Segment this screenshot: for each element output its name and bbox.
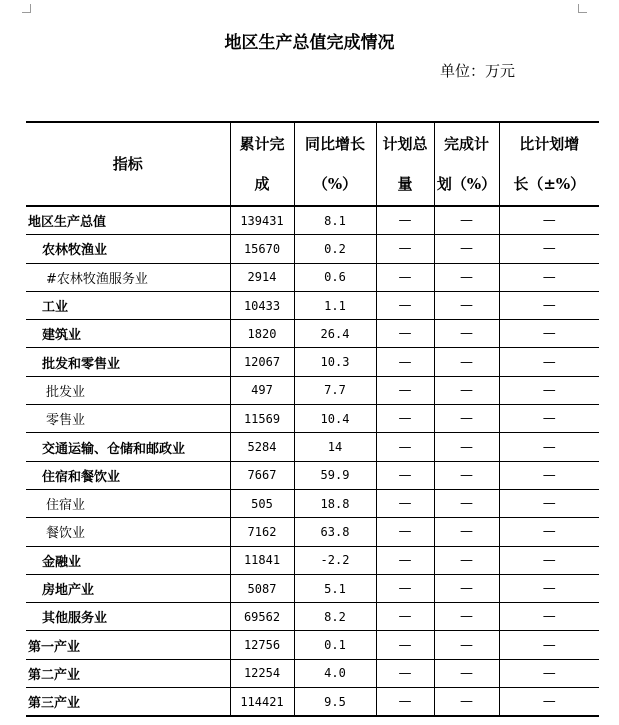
header-plan-completion: 完成计 划（%） (434, 122, 499, 206)
cell-vs-plan: — (499, 659, 599, 687)
table-row (26, 603, 599, 631)
cell-cumulative: 11841 (230, 546, 294, 574)
header-vs-plan: 比计划增 长（±%） (499, 122, 599, 206)
row-label: 交通运输、仓储和邮政业 (26, 433, 230, 461)
cell-cumulative: 11569 (230, 405, 294, 433)
page-corner-mark-left (22, 4, 31, 13)
header-plan-total: 计划总 量 (376, 122, 434, 206)
cell-plan-completion: — (434, 348, 499, 376)
table-row (26, 376, 599, 404)
table-row (26, 348, 599, 376)
cell-yoy: 63.8 (294, 518, 376, 546)
cell-plan-total: — (376, 376, 434, 404)
cell-vs-plan: — (499, 433, 599, 461)
table-row (26, 291, 599, 319)
row-label: 第二产业 (26, 659, 230, 687)
cell-vs-plan: — (499, 263, 599, 291)
cell-plan-total: — (376, 631, 434, 659)
cell-plan-total: — (376, 574, 434, 602)
header-indicator: 指标 (26, 122, 230, 206)
cell-cumulative: 139431 (230, 206, 294, 235)
cell-plan-completion: — (434, 433, 499, 461)
cell-vs-plan: — (499, 603, 599, 631)
cell-vs-plan: — (499, 461, 599, 489)
cell-vs-plan: — (499, 574, 599, 602)
cell-vs-plan: — (499, 348, 599, 376)
cell-vs-plan: — (499, 489, 599, 517)
header-yoy: 同比增长 （%） (294, 122, 376, 206)
cell-yoy: 14 (294, 433, 376, 461)
cell-plan-completion: — (434, 518, 499, 546)
table-row (26, 206, 599, 235)
row-label: 建筑业 (26, 320, 230, 348)
cell-plan-completion: — (434, 206, 499, 235)
row-label: 房地产业 (26, 574, 230, 602)
cell-plan-total: — (376, 603, 434, 631)
table-row (26, 405, 599, 433)
row-label: 地区生产总值 (26, 206, 230, 235)
cell-plan-completion: — (434, 546, 499, 574)
header-cumulative: 累计完 成 (230, 122, 294, 206)
row-label: 第三产业 (26, 688, 230, 717)
cell-cumulative: 5284 (230, 433, 294, 461)
cell-plan-total: — (376, 461, 434, 489)
row-label: 农林牧渔业 (26, 235, 230, 263)
cell-vs-plan: — (499, 376, 599, 404)
cell-cumulative: 505 (230, 489, 294, 517)
row-label: 住宿业 (26, 489, 230, 517)
cell-yoy: 5.1 (294, 574, 376, 602)
table-row (26, 574, 599, 602)
table-row (26, 631, 599, 659)
cell-cumulative: 12067 (230, 348, 294, 376)
row-label: 零售业 (26, 405, 230, 433)
cell-plan-total: — (376, 659, 434, 687)
gdp-table (26, 121, 599, 717)
cell-cumulative: 2914 (230, 263, 294, 291)
cell-cumulative: 10433 (230, 291, 294, 319)
table-row (26, 461, 599, 489)
cell-yoy: 0.2 (294, 235, 376, 263)
cell-plan-completion: — (434, 631, 499, 659)
cell-plan-total: — (376, 320, 434, 348)
cell-plan-total: — (376, 405, 434, 433)
table-header-row (26, 122, 599, 206)
table-row (26, 263, 599, 291)
cell-plan-completion: — (434, 489, 499, 517)
table-row (26, 546, 599, 574)
cell-plan-total: — (376, 206, 434, 235)
cell-yoy: 10.3 (294, 348, 376, 376)
row-label: 第一产业 (26, 631, 230, 659)
table-row (26, 518, 599, 546)
row-label: 批发和零售业 (26, 348, 230, 376)
cell-plan-completion: — (434, 659, 499, 687)
cell-yoy: 7.7 (294, 376, 376, 404)
table-row (26, 688, 599, 717)
document-title: 地区生产总值完成情况 (224, 33, 395, 53)
cell-vs-plan: — (499, 518, 599, 546)
cell-plan-completion: — (434, 574, 499, 602)
cell-plan-completion: — (434, 376, 499, 404)
cell-plan-total: — (376, 348, 434, 376)
cell-yoy: 0.6 (294, 263, 376, 291)
cell-yoy: 9.5 (294, 688, 376, 717)
page-corner-mark-right (578, 4, 587, 13)
cell-plan-completion: — (434, 603, 499, 631)
cell-cumulative: 114421 (230, 688, 294, 717)
cell-cumulative: 69562 (230, 603, 294, 631)
cell-plan-completion: — (434, 688, 499, 717)
table-row (26, 320, 599, 348)
row-label: 工业 (26, 291, 230, 319)
cell-vs-plan: — (499, 235, 599, 263)
cell-yoy: 10.4 (294, 405, 376, 433)
cell-vs-plan: — (499, 405, 599, 433)
cell-yoy: 0.1 (294, 631, 376, 659)
cell-yoy: 59.9 (294, 461, 376, 489)
cell-cumulative: 12756 (230, 631, 294, 659)
cell-yoy: 8.1 (294, 206, 376, 235)
cell-cumulative: 497 (230, 376, 294, 404)
cell-yoy: -2.2 (294, 546, 376, 574)
unit-label: 单位：万元 (440, 62, 516, 80)
table-row (26, 433, 599, 461)
cell-yoy: 26.4 (294, 320, 376, 348)
row-label: 批发业 (26, 376, 230, 404)
table-row (26, 489, 599, 517)
cell-plan-completion: — (434, 405, 499, 433)
cell-plan-total: — (376, 518, 434, 546)
cell-plan-completion: — (434, 461, 499, 489)
cell-plan-total: — (376, 291, 434, 319)
cell-plan-total: — (376, 263, 434, 291)
cell-plan-total: — (376, 546, 434, 574)
cell-vs-plan: — (499, 546, 599, 574)
cell-cumulative: 5087 (230, 574, 294, 602)
cell-yoy: 4.0 (294, 659, 376, 687)
cell-cumulative: 12254 (230, 659, 294, 687)
cell-vs-plan: — (499, 688, 599, 717)
cell-cumulative: 7162 (230, 518, 294, 546)
row-label: 其他服务业 (26, 603, 230, 631)
cell-plan-total: — (376, 235, 434, 263)
cell-plan-completion: — (434, 235, 499, 263)
row-label: #农林牧渔服务业 (26, 263, 230, 291)
cell-cumulative: 1820 (230, 320, 294, 348)
cell-plan-completion: — (434, 263, 499, 291)
row-label: 金融业 (26, 546, 230, 574)
cell-plan-total: — (376, 688, 434, 717)
cell-vs-plan: — (499, 291, 599, 319)
cell-plan-completion: — (434, 320, 499, 348)
row-label: 餐饮业 (26, 518, 230, 546)
table-row (26, 235, 599, 263)
cell-yoy: 8.2 (294, 603, 376, 631)
row-label: 住宿和餐饮业 (26, 461, 230, 489)
cell-plan-completion: — (434, 291, 499, 319)
cell-plan-total: — (376, 489, 434, 517)
cell-vs-plan: — (499, 631, 599, 659)
cell-vs-plan: — (499, 320, 599, 348)
cell-cumulative: 7667 (230, 461, 294, 489)
table-row (26, 659, 599, 687)
cell-yoy: 1.1 (294, 291, 376, 319)
cell-vs-plan: — (499, 206, 599, 235)
cell-cumulative: 15670 (230, 235, 294, 263)
cell-plan-total: — (376, 433, 434, 461)
cell-yoy: 18.8 (294, 489, 376, 517)
